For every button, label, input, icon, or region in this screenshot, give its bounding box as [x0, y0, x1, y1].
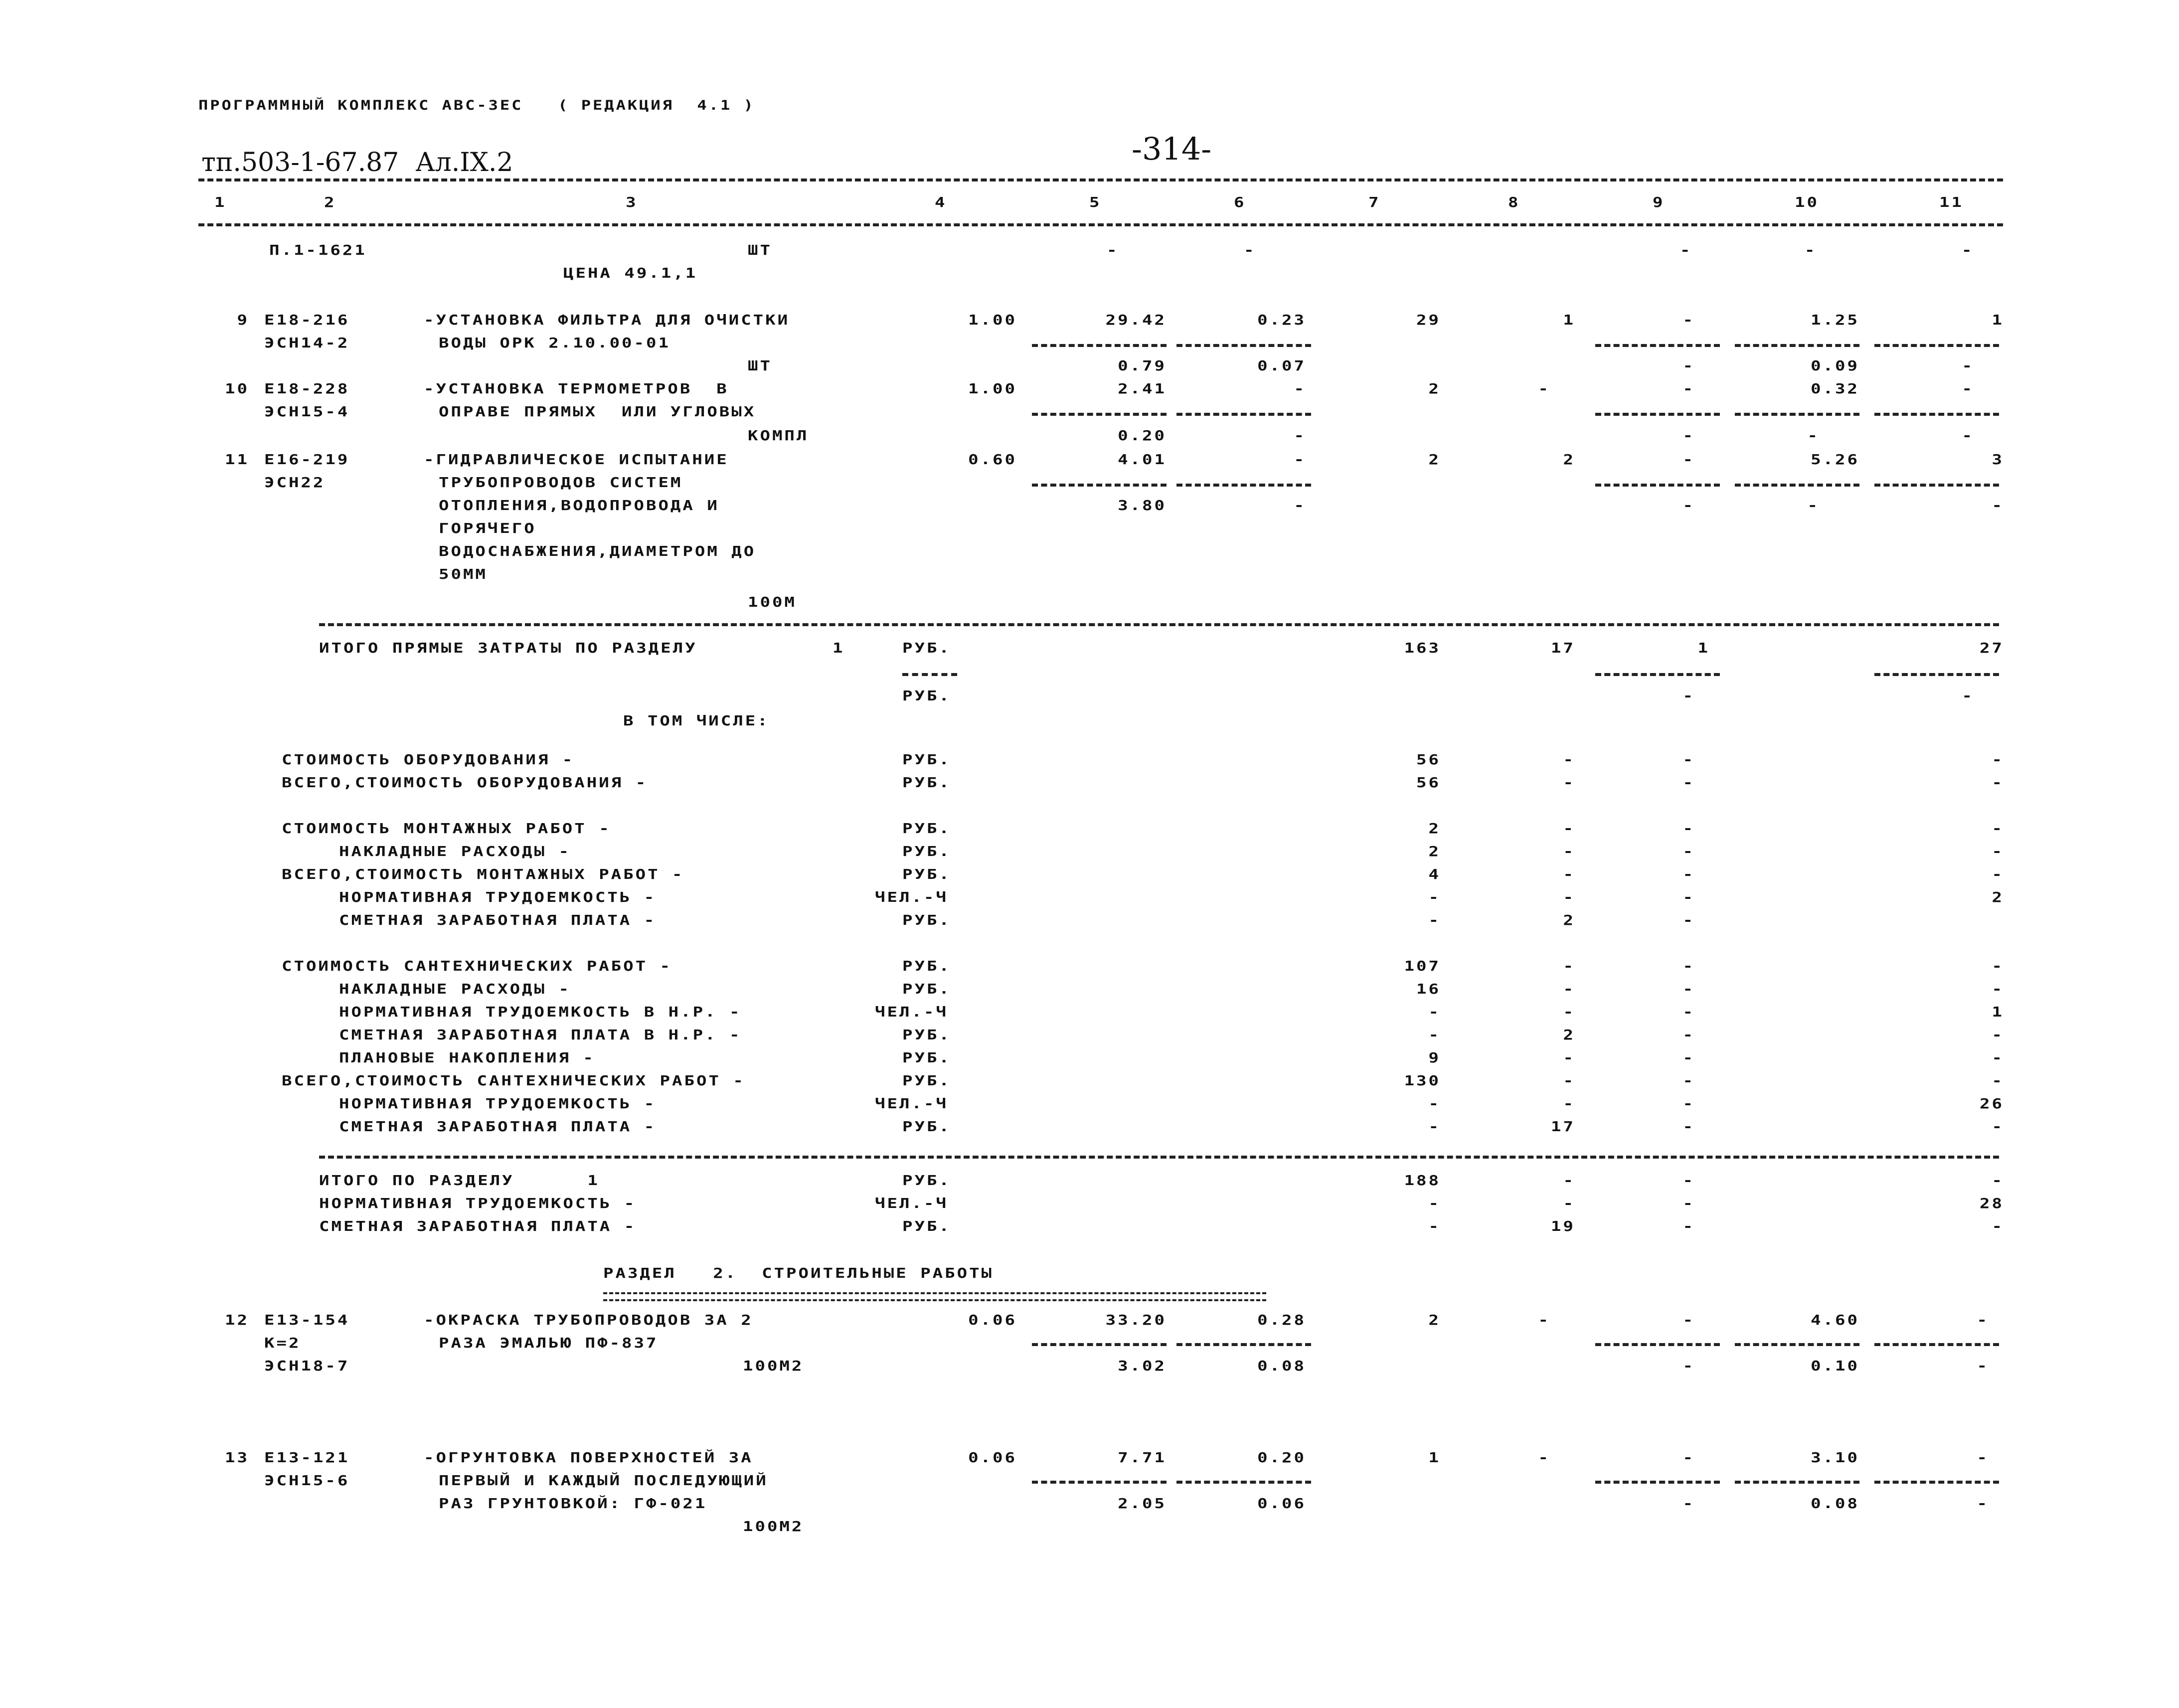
summary-row-c9: - [1682, 889, 1695, 906]
item-9-desc: ВОДЫ ОРК 2.10.00-01 [439, 335, 670, 351]
summary-row-c7: 16 [1416, 981, 1441, 998]
summary-row-c7: 56 [1416, 751, 1441, 768]
item-11-code: Е16-219 [264, 451, 350, 468]
item-12-c11b: - [1977, 1358, 1989, 1374]
item-13-code2: ЭСН15-6 [264, 1472, 350, 1489]
item-9-c8: 1 [1563, 312, 1575, 329]
summary-row-c11: - [1992, 981, 2004, 998]
item-11-desc: ОТОПЛЕНИЯ,ВОДОПРОВОДА И [439, 497, 719, 514]
item-13-qty: 0.06 [968, 1449, 1017, 1466]
item-12-sep [1032, 1343, 1167, 1346]
item-9-c9b: - [1682, 357, 1695, 374]
summary-row-c7: - [1428, 889, 1441, 906]
column-11: 11 [1939, 194, 1964, 211]
column-1: 1 [214, 194, 227, 211]
item-11-desc: -ГИДРАВЛИЧЕСКОЕ ИСПЫТАНИЕ [424, 451, 729, 468]
summary-row-c8: - [1563, 958, 1575, 975]
item-12-code2: К=2 [264, 1335, 301, 1352]
totals-direct-sep [1874, 673, 1999, 676]
summary-row-c7: 2 [1428, 820, 1441, 837]
item-12-sep [1735, 1343, 1859, 1346]
summary-row-c7: - [1428, 1095, 1441, 1112]
summary-row-c9: - [1682, 1072, 1695, 1089]
summary-row-c7: - [1428, 1118, 1441, 1135]
summary-row-unit: РУБ. [902, 1049, 951, 1066]
summary-row-c9: - [1682, 1118, 1695, 1135]
row-p1-code: П.1-1621 [269, 242, 367, 259]
summary-row-c11: - [1992, 820, 2004, 837]
item-10-num: 10 [225, 380, 249, 397]
item-11-c5: 4.01 [1118, 451, 1167, 468]
summary-row-c8: - [1563, 1072, 1575, 1089]
item-9-c6b: 0.07 [1257, 357, 1306, 374]
summary-row-unit: РУБ. [902, 751, 951, 768]
summary-row-c11: - [1992, 866, 2004, 883]
item-13-c10: 3.10 [1811, 1449, 1859, 1466]
item-12-c5: 33.20 [1105, 1312, 1167, 1329]
item-12-sep [1176, 1343, 1311, 1346]
row-p1-dash: - [1962, 242, 1974, 259]
section-total-c11: 28 [1980, 1195, 2004, 1212]
summary-row-label: НОРМАТИВНАЯ ТРУДОЕМКОСТЬ - [339, 889, 657, 906]
summary-row-label: НОРМАТИВНАЯ ТРУДОЕМКОСТЬ - [339, 1095, 657, 1112]
summary-row-c9: - [1682, 1004, 1695, 1021]
item-9-sep [1176, 344, 1311, 347]
item-11-c9: - [1682, 451, 1695, 468]
totals-direct-c7: 163 [1404, 640, 1441, 657]
item-13-sep [1595, 1481, 1720, 1484]
item-10-c9: - [1682, 380, 1695, 397]
summary-row-c8: - [1563, 843, 1575, 860]
summary-row-c9: - [1682, 958, 1695, 975]
summary-row-unit: РУБ. [902, 843, 951, 860]
summary-row-c11: 1 [1992, 1004, 2004, 1021]
item-10-sep [1735, 413, 1859, 416]
totals-direct-c11: 27 [1980, 640, 2004, 657]
column-3: 3 [626, 194, 638, 211]
row-p1-dash: - [1805, 242, 1817, 259]
summary-row-unit: РУБ. [902, 1072, 951, 1089]
item-13-desc: РАЗ ГРУНТОВКОЙ: ГФ-021 [439, 1495, 707, 1512]
item-12-desc: РАЗА ЭМАЛЬЮ ПФ-837 [439, 1335, 659, 1352]
item-13-sep [1032, 1481, 1167, 1484]
column-6: 6 [1234, 194, 1246, 211]
totals-direct-c9b: - [1682, 687, 1695, 704]
item-9-c10: 1.25 [1811, 312, 1859, 329]
summary-row-c9: - [1682, 866, 1695, 883]
item-11-desc: ВОДОСНАБЖЕНИЯ,ДИАМЕТРОМ ДО [439, 543, 756, 560]
item-11-c6: - [1294, 451, 1306, 468]
summary-row-c8: 2 [1563, 912, 1575, 929]
item-11-c5b: 3.80 [1118, 497, 1167, 514]
including-label: В ТОМ ЧИСЛЕ: [623, 712, 770, 729]
summary-row-c11: 2 [1992, 889, 2004, 906]
summary-row-c9: - [1682, 843, 1695, 860]
item-9-c11b: - [1962, 357, 1974, 374]
summary-row-label: ВСЕГО,СТОИМОСТЬ МОНТАЖНЫХ РАБОТ - [282, 866, 684, 883]
summary-row-c9: - [1682, 1026, 1695, 1043]
item-10-desc: ОПРАВЕ ПРЯМЫХ ИЛИ УГЛОВЫХ [439, 403, 756, 420]
column-8: 8 [1508, 194, 1520, 211]
item-10-c10: 0.32 [1811, 380, 1859, 397]
item-10-sep [1595, 413, 1720, 416]
item-11-c10b: - [1807, 497, 1820, 514]
totals-direct-unit: РУБ. [902, 687, 951, 704]
item-12-code3: ЭСН18-7 [264, 1358, 350, 1374]
summary-row-label: СМЕТНАЯ ЗАРАБОТНАЯ ПЛАТА - [339, 912, 657, 929]
summary-row-c9: - [1682, 820, 1695, 837]
section-total-c7: 188 [1404, 1172, 1441, 1189]
item-12-c9: - [1682, 1312, 1695, 1329]
item-11-unit: 100М [748, 594, 797, 611]
item-13-c9: - [1682, 1449, 1695, 1466]
item-10-c6b: - [1294, 427, 1306, 444]
summary-row-label: СМЕТНАЯ ЗАРАБОТНАЯ ПЛАТА В Н.Р. - [339, 1026, 742, 1043]
summary-row-c11: - [1992, 958, 2004, 975]
section-total-c9: - [1682, 1172, 1695, 1189]
item-10-c5: 2.41 [1118, 380, 1167, 397]
item-13-c11b: - [1977, 1495, 1989, 1512]
section-total-label: ИТОГО ПО РАЗДЕЛУ 1 [319, 1172, 600, 1189]
summary-row-c11: 26 [1980, 1095, 2004, 1112]
item-12-c6: 0.28 [1257, 1312, 1306, 1329]
column-4: 4 [935, 194, 947, 211]
item-10-unit: КОМПЛ [748, 427, 809, 444]
item-9-sep [1595, 344, 1720, 347]
item-11-sep [1595, 484, 1720, 487]
item-11-c9b: - [1682, 497, 1695, 514]
summary-row-c11: - [1992, 1118, 2004, 1135]
item-10-code: Е18-228 [264, 380, 350, 397]
summary-row-unit: РУБ. [902, 958, 951, 975]
item-11-c6b: - [1294, 497, 1306, 514]
summary-row-c8: 2 [1563, 1026, 1575, 1043]
item-11-code2: ЭСН22 [264, 474, 326, 491]
summary-row-label: СТОИМОСТЬ МОНТАЖНЫХ РАБОТ - [282, 820, 611, 837]
totals-rule [319, 623, 1999, 626]
header-top-rule [198, 178, 2003, 181]
summary-row-c8: - [1563, 866, 1575, 883]
item-11-sep [1735, 484, 1859, 487]
summary-row-label: ВСЕГО,СТОИМОСТЬ ОБОРУДОВАНИЯ - [282, 774, 648, 791]
summary-row-label: ВСЕГО,СТОИМОСТЬ САНТЕХНИЧЕСКИХ РАБОТ - [282, 1072, 745, 1089]
summary-row-c11: - [1992, 1072, 2004, 1089]
column-2: 2 [324, 194, 336, 211]
summary-row-c9: - [1682, 751, 1695, 768]
item-10-c11b: - [1962, 427, 1974, 444]
item-13-code: Е13-121 [264, 1449, 350, 1466]
item-13-c7: 1 [1428, 1449, 1441, 1466]
summary-row-c8: 17 [1551, 1118, 1575, 1135]
program-title: ПРОГРАММНЫЙ КОМПЛЕКС АВС-ЗЕС ( РЕДАКЦИЯ 4.1 ) [198, 97, 755, 113]
item-12-qty: 0.06 [968, 1312, 1017, 1329]
item-9-unit: ШТ [748, 357, 772, 374]
item-12-c11: - [1977, 1312, 1989, 1329]
summary-row-c8: - [1563, 889, 1575, 906]
item-10-c5b: 0.20 [1118, 427, 1167, 444]
column-9: 9 [1653, 194, 1665, 211]
section-total-rule [319, 1156, 1999, 1159]
item-10-desc: -УСТАНОВКА ТЕРМОМЕТРОВ В [424, 380, 729, 397]
totals-direct-c9: 1 [1697, 640, 1710, 657]
item-11-c8: 2 [1563, 451, 1575, 468]
item-12-num: 12 [225, 1312, 249, 1329]
item-13-c8: - [1538, 1449, 1550, 1466]
item-10-code2: ЭСН15-4 [264, 403, 350, 420]
row-p1-price: ЦЕНА 49.1,1 [563, 265, 698, 282]
column-row-rule [198, 223, 2003, 226]
item-10-sep [1874, 413, 1999, 416]
row-p1-dash: - [1107, 242, 1119, 259]
summary-row-c8: - [1563, 981, 1575, 998]
item-13-c5b: 2.05 [1118, 1495, 1167, 1512]
item-13-c5: 7.71 [1118, 1449, 1167, 1466]
summary-row-label: СМЕТНАЯ ЗАРАБОТНАЯ ПЛАТА - [339, 1118, 657, 1135]
item-11-num: 11 [225, 451, 249, 468]
summary-row-c8: - [1563, 751, 1575, 768]
item-12-c6b: 0.08 [1257, 1358, 1306, 1374]
document-reference: тп.503-1-67.87 Ал.IX.2 [201, 148, 513, 177]
summary-row-c7: - [1428, 1026, 1441, 1043]
summary-row-unit: РУБ. [902, 912, 951, 929]
item-13-sep [1735, 1481, 1859, 1484]
item-11-desc: ТРУБОПРОВОДОВ СИСТЕМ [439, 474, 683, 491]
item-11-c10: 5.26 [1811, 451, 1859, 468]
item-11-c11: 3 [1992, 451, 2004, 468]
totals-direct-label: ИТОГО ПРЯМЫЕ ЗАТРАТЫ ПО РАЗДЕЛУ [319, 640, 697, 657]
summary-row-c8: - [1563, 774, 1575, 791]
totals-direct-sep [1595, 673, 1720, 676]
item-9-c9: - [1682, 312, 1695, 329]
item-10-c6: - [1294, 380, 1306, 397]
item-9-desc: -УСТАНОВКА ФИЛЬТРА ДЛЯ ОЧИСТКИ [424, 312, 790, 329]
item-13-unit: 100М2 [743, 1518, 804, 1535]
summary-row-c9: - [1682, 1095, 1695, 1112]
item-11-qty: 0.60 [968, 451, 1017, 468]
item-13-desc: ПЕРВЫЙ И КАЖДЫЙ ПОСЛЕДУЮЩИЙ [439, 1472, 768, 1489]
item-13-c11: - [1977, 1449, 1989, 1466]
item-9-sep [1032, 344, 1167, 347]
summary-row-c7: - [1428, 912, 1441, 929]
item-12-desc: -ОКРАСКА ТРУБОПРОВОДОВ ЗА 2 [424, 1312, 753, 1329]
summary-row-c9: - [1682, 981, 1695, 998]
section-total-label: НОРМАТИВНАЯ ТРУДОЕМКОСТЬ - [319, 1195, 637, 1212]
item-9-c6: 0.23 [1257, 312, 1306, 329]
item-12-c10: 4.60 [1811, 1312, 1859, 1329]
section-total-c7: - [1428, 1195, 1441, 1212]
item-13-sep [1176, 1481, 1311, 1484]
summary-row-label: ПЛАНОВЫЕ НАКОПЛЕНИЯ - [339, 1049, 595, 1066]
item-11-c7: 2 [1428, 451, 1441, 468]
item-12-c10b: 0.10 [1811, 1358, 1859, 1374]
summary-row-c11: - [1992, 1049, 2004, 1066]
summary-row-label: СТОИМОСТЬ ОБОРУДОВАНИЯ - [282, 751, 575, 768]
summary-row-unit: РУБ. [902, 774, 951, 791]
item-11-desc: ГОРЯЧЕГО [439, 520, 536, 537]
section-total-c8: - [1563, 1195, 1575, 1212]
summary-row-c7: 56 [1416, 774, 1441, 791]
totals-direct-unit-sep [902, 673, 957, 676]
section-total-unit: РУБ. [902, 1172, 951, 1189]
summary-row-c8: - [1563, 820, 1575, 837]
item-12-c9b: - [1682, 1358, 1695, 1374]
item-10-c7: 2 [1428, 380, 1441, 397]
item-13-c10b: 0.08 [1811, 1495, 1859, 1512]
summary-row-unit: ЧЕЛ.-Ч [875, 1004, 948, 1021]
section-total-c11: - [1992, 1218, 2004, 1235]
item-13-desc: -ОГРУНТОВКА ПОВЕРХНОСТЕЙ ЗА [424, 1449, 753, 1466]
summary-row-c9: - [1682, 1049, 1695, 1066]
summary-row-c11: - [1992, 1026, 2004, 1043]
item-9-qty: 1.00 [968, 312, 1017, 329]
item-10-c10b: - [1807, 427, 1820, 444]
item-13-num: 13 [225, 1449, 249, 1466]
item-10-qty: 1.00 [968, 380, 1017, 397]
item-12-c5b: 3.02 [1118, 1358, 1167, 1374]
summary-row-c7: 107 [1404, 958, 1441, 975]
totals-direct-c11b: - [1962, 687, 1974, 704]
section-total-c7: - [1428, 1218, 1441, 1235]
item-9-c5b: 0.79 [1118, 357, 1167, 374]
section-total-c9: - [1682, 1218, 1695, 1235]
item-13-sep [1874, 1481, 1999, 1484]
summary-row-label: НАКЛАДНЫЕ РАСХОДЫ - [339, 843, 571, 860]
summary-row-c11: - [1992, 843, 2004, 860]
summary-row-unit: РУБ. [902, 981, 951, 998]
section-total-c11: - [1992, 1172, 2004, 1189]
item-9-c10b: 0.09 [1811, 357, 1859, 374]
summary-row-c11: - [1992, 774, 2004, 791]
row-p1-unit: ШТ [748, 242, 772, 259]
item-11-sep [1176, 484, 1311, 487]
totals-direct-c8: 17 [1551, 640, 1575, 657]
column-5: 5 [1089, 194, 1102, 211]
summary-row-c7: - [1428, 1004, 1441, 1021]
item-11-c11b: - [1992, 497, 2004, 514]
item-12-sep [1595, 1343, 1720, 1346]
summary-row-c7: 2 [1428, 843, 1441, 860]
summary-row-c7: 4 [1428, 866, 1441, 883]
item-12-sep [1874, 1343, 1999, 1346]
item-9-c11: 1 [1992, 312, 2004, 329]
summary-row-label: НОРМАТИВНАЯ ТРУДОЕМКОСТЬ В Н.Р. - [339, 1004, 742, 1021]
item-11-desc: 50ММ [439, 566, 488, 583]
summary-row-c9: - [1682, 774, 1695, 791]
item-13-c6b: 0.06 [1257, 1495, 1306, 1512]
summary-row-unit: ЧЕЛ.-Ч [875, 1095, 948, 1112]
section-total-c9: - [1682, 1195, 1695, 1212]
totals-direct-unit: РУБ. [902, 640, 951, 657]
row-p1-dash: - [1680, 242, 1692, 259]
summary-row-c7: 130 [1404, 1072, 1441, 1089]
item-9-sep [1735, 344, 1859, 347]
item-10-sep [1176, 413, 1311, 416]
section-total-label: СМЕТНАЯ ЗАРАБОТНАЯ ПЛАТА - [319, 1218, 637, 1235]
item-9-c7: 29 [1416, 312, 1441, 329]
summary-row-c7: 9 [1428, 1049, 1441, 1066]
summary-row-unit: РУБ. [902, 820, 951, 837]
summary-row-unit: РУБ. [902, 866, 951, 883]
item-9-code2: ЭСН14-2 [264, 335, 350, 351]
item-10-c9b: - [1682, 427, 1695, 444]
summary-row-c8: - [1563, 1049, 1575, 1066]
summary-row-c11: - [1992, 751, 2004, 768]
column-10: 10 [1795, 194, 1819, 211]
row-p1-dash: - [1244, 242, 1256, 259]
column-7: 7 [1368, 194, 1381, 211]
summary-row-label: НАКЛАДНЫЕ РАСХОДЫ - [339, 981, 571, 998]
section-2-title: РАЗДЕЛ 2. СТРОИТЕЛЬНЫЕ РАБОТЫ [603, 1265, 994, 1282]
summary-row-label: СТОИМОСТЬ САНТЕХНИЧЕСКИХ РАБОТ - [282, 958, 672, 975]
summary-row-c8: - [1563, 1004, 1575, 1021]
page-number: -314- [1132, 131, 1212, 167]
summary-row-unit: ЧЕЛ.-Ч [875, 889, 948, 906]
section-total-unit: РУБ. [902, 1218, 951, 1235]
summary-row-c8: - [1563, 1095, 1575, 1112]
item-12-c8: - [1538, 1312, 1550, 1329]
item-12-unit: 100М2 [743, 1358, 804, 1374]
summary-row-c9: - [1682, 912, 1695, 929]
section-total-unit: ЧЕЛ.-Ч [875, 1195, 948, 1212]
item-10-c11: - [1962, 380, 1974, 397]
item-12-c7: 2 [1428, 1312, 1441, 1329]
section-total-c8: - [1563, 1172, 1575, 1189]
section-total-c8: 19 [1551, 1218, 1575, 1235]
item-9-c5: 29.42 [1105, 312, 1167, 329]
item-12-code: Е13-154 [264, 1312, 350, 1329]
item-9-num: 9 [237, 312, 249, 329]
summary-row-unit: РУБ. [902, 1118, 951, 1135]
item-9-sep [1874, 344, 1999, 347]
section-2-underline [603, 1292, 1266, 1301]
item-9-code: Е18-216 [264, 312, 350, 329]
item-10-sep [1032, 413, 1167, 416]
item-11-sep [1032, 484, 1167, 487]
item-11-sep [1874, 484, 1999, 487]
item-13-c6: 0.20 [1257, 1449, 1306, 1466]
item-13-c9b: - [1682, 1495, 1695, 1512]
item-10-c8: - [1538, 380, 1550, 397]
summary-row-unit: РУБ. [902, 1026, 951, 1043]
totals-direct-section: 1 [833, 640, 845, 657]
